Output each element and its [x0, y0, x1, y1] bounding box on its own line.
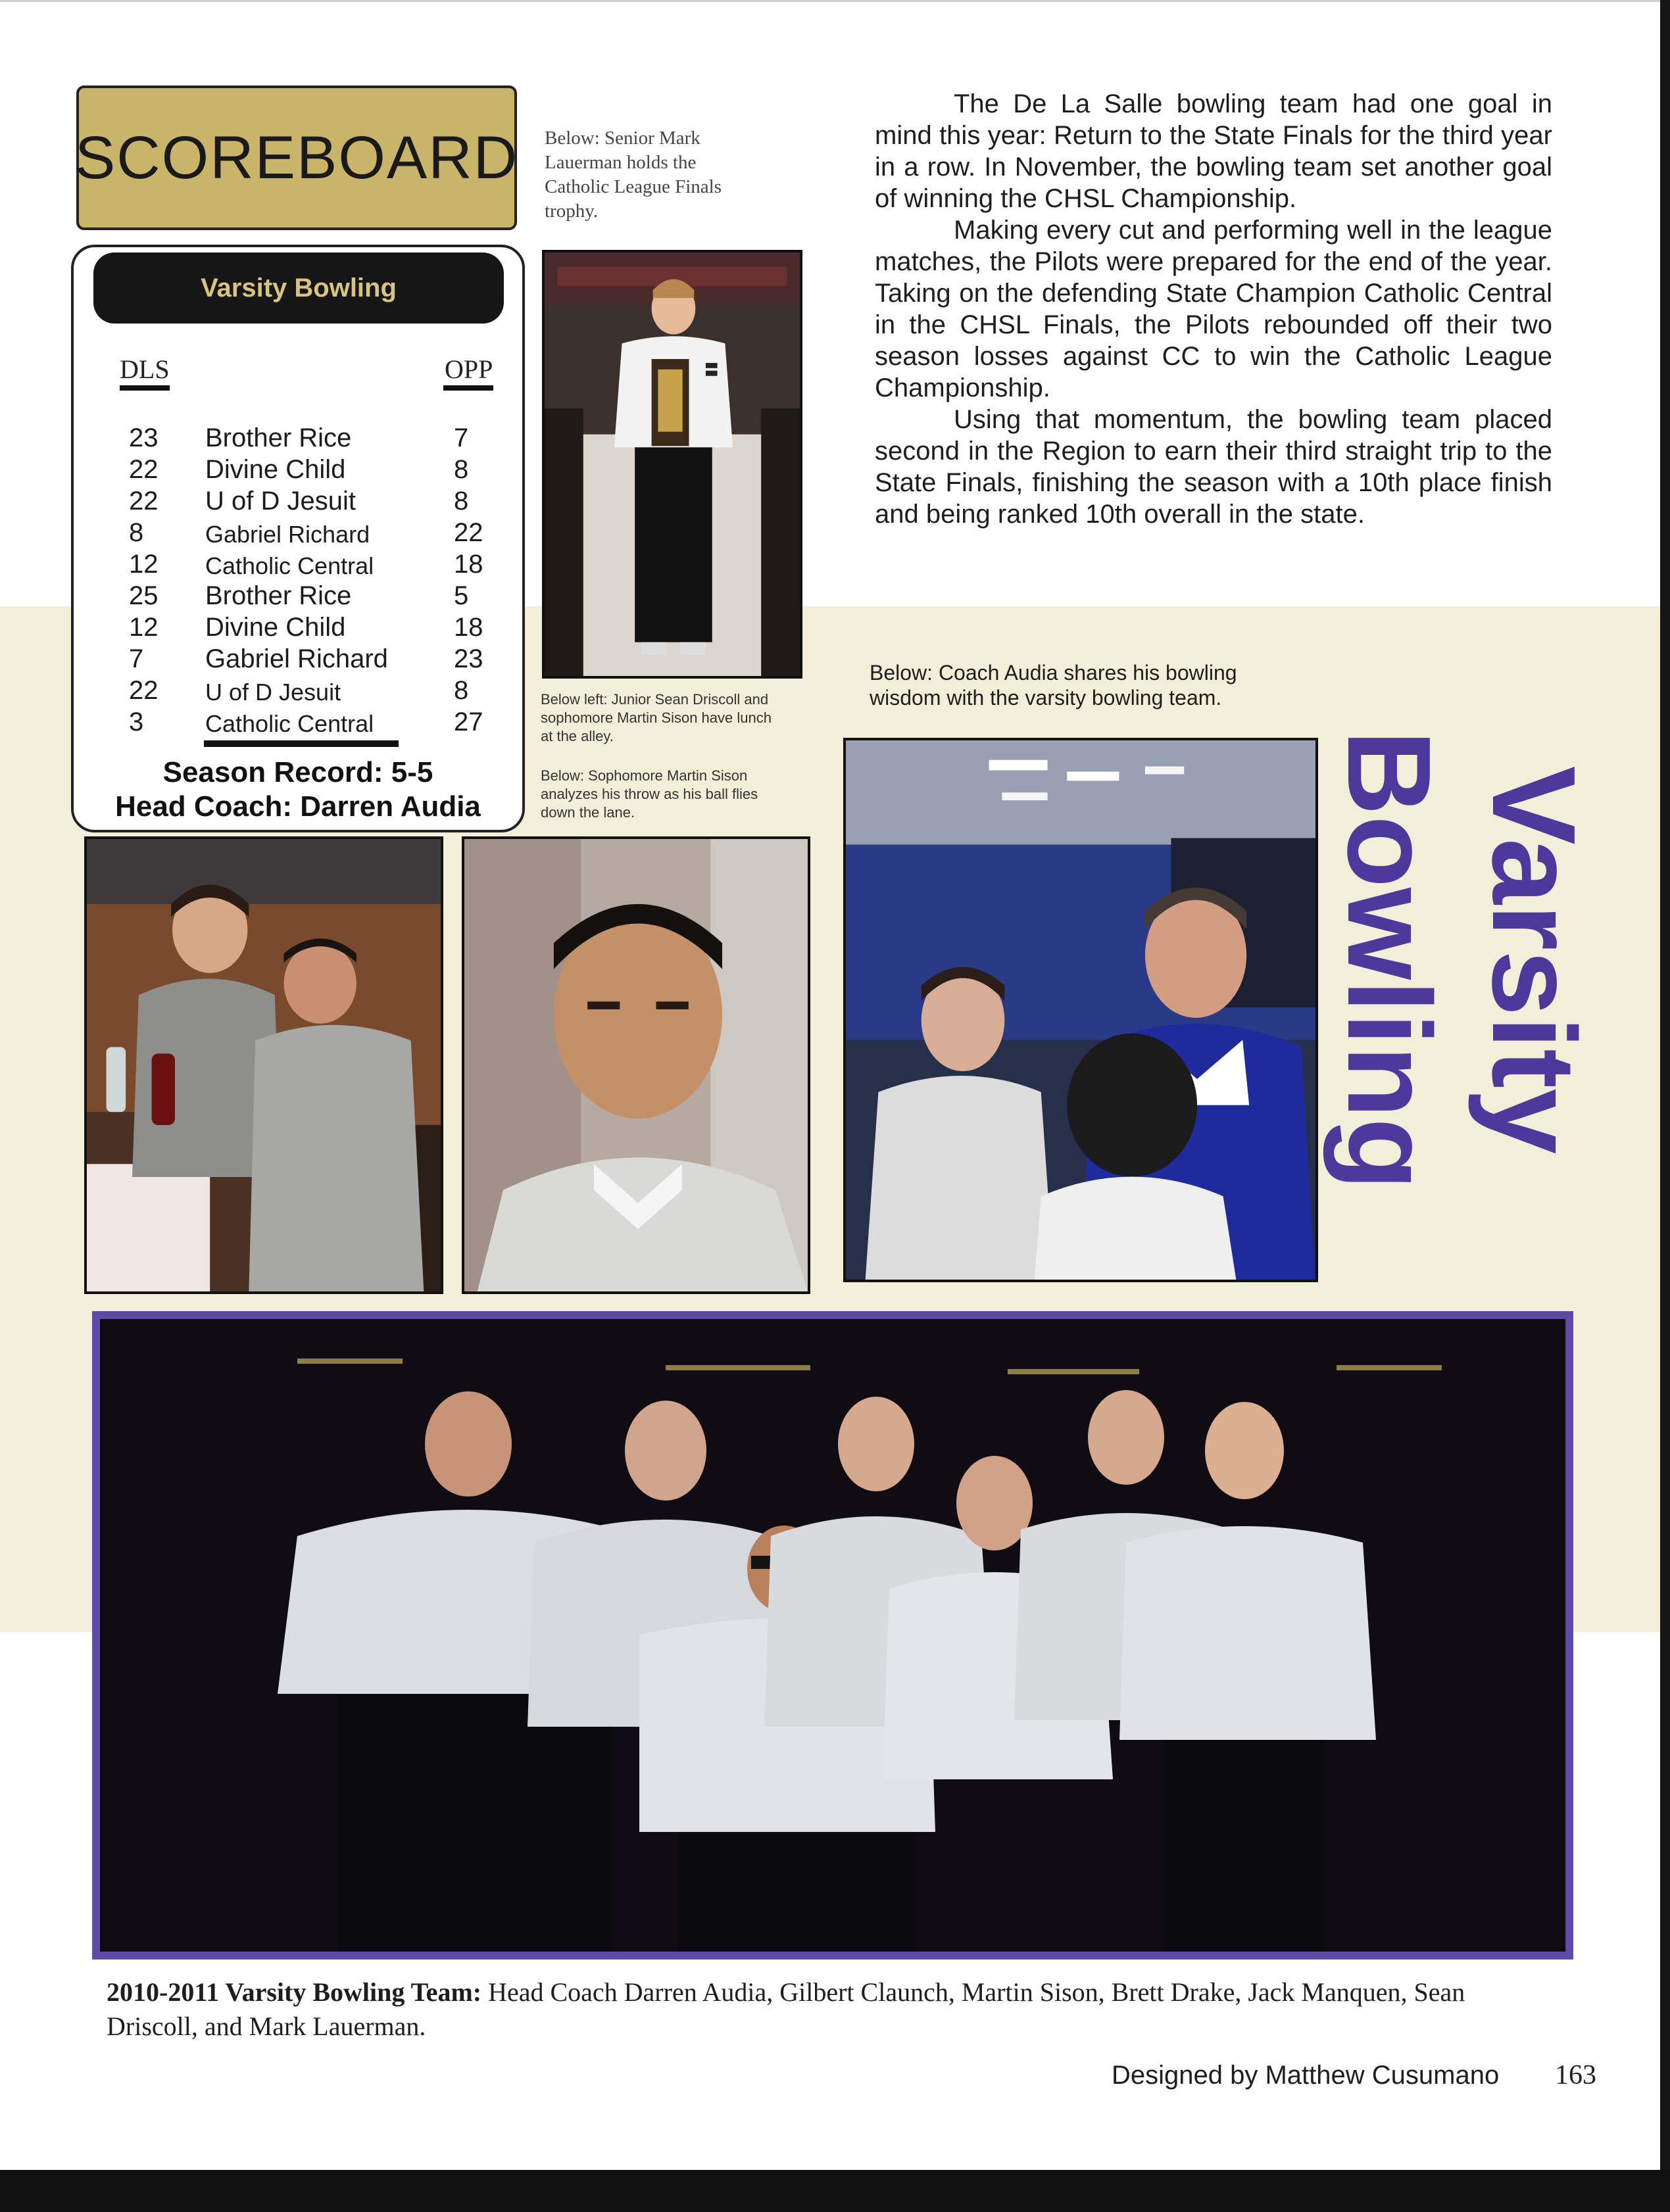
opponent-name: U of D Jesuit	[205, 487, 356, 516]
column-rule	[120, 385, 170, 391]
opponent-name: Brother Rice	[205, 581, 352, 610]
paragraph: The De La Salle bowling team had one goal in mind this year: Return to the State Finals for the third year in a row. In November, the bowling team set another goal of winning the CHSL Championship.	[875, 89, 1552, 213]
caption-line: trophy.	[545, 201, 599, 222]
top-edge-line	[0, 0, 1670, 2]
dls-score: 12	[129, 550, 159, 579]
opponent-name: Brother Rice	[205, 423, 352, 452]
caption-line: Lauerman holds the	[545, 152, 697, 173]
coach-caption	[870, 660, 1277, 710]
dls-score: 25	[129, 581, 159, 610]
opp-score: 27	[454, 708, 483, 736]
opp-score: 5	[454, 581, 469, 610]
opp-score: 22	[454, 518, 483, 547]
score-row	[74, 676, 528, 708]
caption-line: down the lane.	[541, 804, 635, 821]
opp-score: 7	[454, 423, 469, 452]
title-line-1: Varsity	[1467, 765, 1598, 1155]
panel-title-bar	[93, 252, 504, 324]
throw-caption	[541, 767, 817, 822]
score-row	[74, 644, 528, 676]
team-caption-label: 2010-2011 Varsity Bowling Team:	[107, 1977, 482, 2007]
opp-score: 23	[454, 644, 483, 673]
coach-photo	[843, 738, 1318, 1282]
designer-credit: Designed by Matthew Cusumano	[1112, 2061, 1500, 2090]
score-row	[74, 708, 528, 739]
caption-line: Below left: Junior Sean Driscoll and	[541, 691, 769, 708]
trophy-photo	[542, 250, 802, 679]
team-caption-names: Head Coach Darren Audia, Gilbert Claunch, Martin Sison, Brett Drake, Jack Manquen, Sean Driscoll, and Mark Lauerman.	[107, 1977, 1465, 2041]
title-line-2: Bowling	[1323, 730, 1455, 1190]
dls-score: 22	[129, 676, 159, 705]
scoreboard-title: SCOREBOARD	[74, 124, 519, 191]
caption-line: Below: Sophomore Martin Sison	[541, 767, 748, 784]
caption-line: analyzes his throw as his ball flies	[541, 786, 758, 802]
opponent-name: Gabriel Richard	[205, 521, 370, 548]
article-body	[875, 88, 1552, 530]
column-rule	[443, 385, 493, 391]
opponent-name: Divine Child	[205, 613, 346, 642]
panel-title: Varsity Bowling	[201, 273, 397, 302]
opponent-name: Divine Child	[205, 455, 346, 484]
score-row	[74, 518, 528, 550]
paragraph: Making every cut and performing well in the league matches, the Pilots were prepared for the end of the year. Taking on the defending State Champion Catholic Central in the CHSL Finals, the Pilots rebounded off their two season losses against CC to win the Catholic League Championship.	[875, 216, 1552, 402]
page-edge	[1660, 0, 1670, 2212]
dls-score: 22	[129, 487, 159, 516]
trophy-caption	[545, 126, 722, 224]
caption-line: Below: Senior Mark	[545, 128, 700, 149]
column-header-opp: OPP	[445, 354, 493, 384]
score-row	[74, 581, 528, 613]
caption-line: Catholic League Finals	[545, 176, 722, 197]
caption-line: at the alley.	[541, 728, 614, 744]
opponent-name: Catholic Central	[205, 710, 374, 737]
caption-line: wisdom with the varsity bowling team.	[870, 686, 1222, 709]
section-title	[1315, 710, 1598, 1210]
column-header-dls: DLS	[120, 354, 170, 384]
opponent-name: U of D Jesuit	[205, 679, 341, 706]
score-row	[74, 423, 528, 455]
score-row	[74, 550, 528, 581]
opponent-name: Catholic Central	[205, 552, 374, 579]
paragraph: Using that momentum, the bowling team placed second in the Region to earn their third straight trip to the State Finals, finishing the season with a 10th place finish and being ranked 10th overall in the state.	[875, 405, 1552, 529]
head-coach: Head Coach: Darren Audia	[115, 790, 481, 823]
dls-score: 12	[129, 613, 159, 642]
dls-score: 7	[129, 644, 144, 673]
dls-score: 3	[129, 708, 144, 736]
page-number: 163	[1555, 2060, 1596, 2090]
dls-score: 22	[129, 455, 159, 484]
team-caption	[107, 1975, 1547, 2044]
bottom-edge	[0, 2170, 1670, 2212]
caption-line: Below: Coach Audia shares his bowling	[870, 661, 1237, 685]
throw-photo	[462, 836, 810, 1294]
scoreboard-panel	[71, 245, 525, 832]
opp-score: 18	[454, 550, 483, 579]
opp-score: 18	[454, 613, 483, 642]
opponent-name: Gabriel Richard	[205, 644, 388, 673]
dls-score: 8	[129, 518, 144, 547]
caption-line: sophomore Martin Sison have lunch	[541, 709, 772, 726]
opp-score: 8	[454, 455, 469, 484]
dls-score: 23	[129, 423, 159, 452]
scoreboard-header	[76, 85, 517, 230]
opp-score: 8	[454, 676, 469, 705]
opp-score: 8	[454, 487, 469, 516]
score-row	[74, 487, 528, 518]
score-row	[74, 613, 528, 644]
team-photo	[92, 1311, 1573, 1960]
season-record: Season Record: 5-5	[162, 756, 433, 788]
lunch-caption	[541, 690, 817, 746]
record-divider	[204, 740, 399, 747]
lunch-photo	[84, 836, 443, 1294]
score-row	[74, 455, 528, 487]
